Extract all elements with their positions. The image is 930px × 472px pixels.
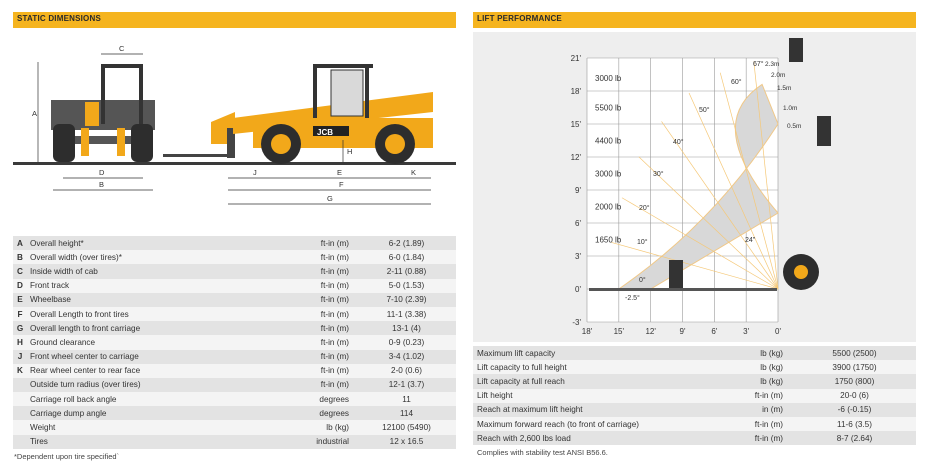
- cell-key: K: [13, 364, 27, 378]
- static-footnote: *Dependent upon tire specified`: [14, 452, 120, 461]
- table-row: [13, 307, 456, 321]
- lift-performance-table: [473, 346, 916, 445]
- y-tick-label: 9': [575, 186, 581, 195]
- table-row: [473, 431, 916, 445]
- front-view-machine: [51, 64, 155, 162]
- cell-label: Inside width of cab: [27, 264, 267, 278]
- cell-value: 114: [357, 406, 456, 420]
- y-tick-label: 6': [575, 219, 581, 228]
- cell-unit: ft-in (m): [713, 389, 793, 403]
- cell-value: 2-0 (0.6): [357, 364, 456, 378]
- angle-label: 20°: [639, 205, 650, 212]
- cell-label: Weight: [27, 420, 267, 434]
- load-label: 3000 lb: [595, 169, 622, 179]
- lift-footnote: Complies with stability test ANSI B56.6.: [477, 448, 608, 457]
- x-tick-label: 12': [645, 327, 656, 336]
- table-row: [13, 250, 456, 264]
- table-row: [473, 374, 916, 388]
- lift-performance-header: [473, 12, 916, 28]
- cell-unit: lb (kg): [713, 360, 793, 374]
- table-row: [473, 360, 916, 374]
- angle-label: -2.5°: [625, 295, 640, 302]
- table-row: [473, 346, 916, 360]
- y-tick-label: 3': [575, 252, 581, 261]
- load-label: 5500 lb: [595, 103, 622, 113]
- x-tick-label: 9': [679, 327, 686, 336]
- load-label: 2000 lb: [595, 202, 622, 212]
- extension-label: 1.5m: [777, 85, 792, 92]
- extension-label: 1.0m: [783, 105, 798, 112]
- cell-unit: ft-in (m): [267, 307, 357, 321]
- cell-label: Reach with 2,600 lbs load: [473, 431, 713, 445]
- cell-label: Reach at maximum lift height: [473, 403, 713, 417]
- cell-value: 12-1 (3.7): [357, 378, 456, 392]
- table-row: [13, 279, 456, 293]
- y-tick-label: 0': [575, 285, 581, 294]
- dim-label-d: D: [99, 168, 105, 177]
- cell-key: [13, 378, 27, 392]
- cell-label: Front track: [27, 279, 267, 293]
- cell-key: D: [13, 279, 27, 293]
- cell-label: Rear wheel center to rear face: [27, 364, 267, 378]
- y-tick-label: 15': [570, 120, 581, 129]
- cell-value: 12 x 16.5: [357, 435, 456, 449]
- svg-text:JCB: JCB: [317, 128, 334, 137]
- cell-key: F: [13, 307, 27, 321]
- cell-label: Carriage roll back angle: [27, 392, 267, 406]
- cell-value: 6-2 (1.89): [357, 236, 456, 250]
- table-row: [13, 435, 456, 449]
- cell-label: Overall height*: [27, 236, 267, 250]
- cell-key: A: [13, 236, 27, 250]
- y-tick-label: 12': [570, 153, 581, 162]
- cell-label: Maximum lift capacity: [473, 346, 713, 360]
- cell-value: 3900 (1750): [793, 360, 916, 374]
- cell-key: [13, 420, 27, 434]
- dim-label-b: B: [99, 180, 105, 189]
- cell-key: H: [13, 335, 27, 349]
- cell-label: Front wheel center to carriage: [27, 350, 267, 364]
- y-tick-label: 21': [570, 54, 581, 63]
- cell-label: Ground clearance: [27, 335, 267, 349]
- cell-value: 20-0 (6): [793, 389, 916, 403]
- static-dimensions-header: [13, 12, 456, 28]
- cell-key: [13, 392, 27, 406]
- cell-unit: in (m): [713, 403, 793, 417]
- table-row: [13, 350, 456, 364]
- machine-hub: [794, 265, 808, 279]
- x-tick-label: 18': [581, 327, 593, 336]
- side-view-machine: [163, 64, 433, 164]
- cell-value: 11: [357, 392, 456, 406]
- x-tick-label: 0': [775, 327, 781, 336]
- static-dimensions-title: STATIC DIMENSIONS: [17, 14, 101, 23]
- cell-key: B: [13, 250, 27, 264]
- cell-key: G: [13, 321, 27, 335]
- cell-value: 2-11 (0.88): [357, 264, 456, 278]
- cell-key: E: [13, 293, 27, 307]
- cell-value: 13-1 (4): [357, 321, 456, 335]
- extension-label: 2.0m: [771, 72, 786, 79]
- y-tick-label: -3': [572, 318, 581, 327]
- lift-performance-title: LIFT PERFORMANCE: [477, 14, 562, 23]
- carriage-top: [789, 38, 803, 62]
- dim-label-f: F: [339, 180, 344, 189]
- cell-value: 12100 (5490): [357, 420, 456, 434]
- y-tick-label: 18': [570, 87, 581, 96]
- table-row: [13, 406, 456, 420]
- extension-label: 2.3m: [765, 61, 780, 68]
- static-dimensions-diagram: [13, 32, 456, 232]
- x-tick-label: 15': [613, 327, 625, 336]
- cell-value: 0-9 (0.23): [357, 335, 456, 349]
- cell-value: 1750 (800): [793, 374, 916, 388]
- cell-unit: degrees: [267, 392, 357, 406]
- cell-unit: ft-in (m): [267, 293, 357, 307]
- cell-label: Lift capacity at full reach: [473, 374, 713, 388]
- dim-label-k: K: [411, 168, 417, 177]
- table-row: [13, 392, 456, 406]
- dim-label-j: J: [253, 168, 257, 177]
- table-row: [13, 364, 456, 378]
- cell-label: Outside turn radius (over tires): [27, 378, 267, 392]
- dim-label-h: H: [347, 147, 353, 156]
- cell-unit: ft-in (m): [267, 350, 357, 364]
- dim-label-g: G: [327, 194, 333, 203]
- cell-key: [13, 435, 27, 449]
- cell-unit: ft-in (m): [267, 335, 357, 349]
- angle-label: 60°: [731, 79, 742, 86]
- cell-key: [13, 406, 27, 420]
- x-tick-label: 3': [743, 327, 750, 336]
- angle-label: 67°: [753, 61, 764, 68]
- cell-unit: ft-in (m): [267, 378, 357, 392]
- boom-ground-line: [589, 288, 777, 291]
- cell-label: Carriage dump angle: [27, 406, 267, 420]
- cell-value: 6-0 (1.84): [357, 250, 456, 264]
- cell-label: Overall Length to front tires: [27, 307, 267, 321]
- angle-label: 40°: [673, 139, 684, 146]
- cell-value: -6 (-0.15): [793, 403, 916, 417]
- dim-label-c: C: [119, 44, 125, 53]
- cell-label: Wheelbase: [27, 293, 267, 307]
- cell-unit: lb (kg): [713, 346, 793, 360]
- table-row: [13, 264, 456, 278]
- load-label: 1650 lb: [595, 235, 622, 245]
- cell-unit: ft-in (m): [713, 431, 793, 445]
- dim-label-a: A: [32, 109, 38, 118]
- cell-unit: ft-in (m): [267, 364, 357, 378]
- table-row: [473, 389, 916, 403]
- extension-label: 0.5m: [787, 123, 802, 130]
- table-row: [13, 378, 456, 392]
- cell-label: Maximum forward reach (to front of carriage): [473, 417, 713, 431]
- cell-unit: lb (kg): [267, 420, 357, 434]
- cell-unit: ft-in (m): [713, 417, 793, 431]
- cell-label: Overall length to front carriage: [27, 321, 267, 335]
- cell-unit: industrial: [267, 435, 357, 449]
- table-row: [13, 321, 456, 335]
- cell-label: Overall width (over tires)*: [27, 250, 267, 264]
- cell-label: Tires: [27, 435, 267, 449]
- table-row: [13, 236, 456, 250]
- clearance-annotation: 24": [745, 237, 756, 244]
- carriage-ground: [669, 260, 683, 288]
- carriage-mid: [817, 116, 831, 146]
- cell-value: 11-1 (3.38): [357, 307, 456, 321]
- table-row: [473, 403, 916, 417]
- angle-label: 30°: [653, 171, 664, 178]
- cell-unit: ft-in (m): [267, 236, 357, 250]
- table-row: [13, 335, 456, 349]
- angle-label: 0°: [639, 277, 646, 284]
- cell-unit: ft-in (m): [267, 321, 357, 335]
- cell-unit: ft-in (m): [267, 250, 357, 264]
- cell-key: J: [13, 350, 27, 364]
- x-tick-label: 6': [711, 327, 718, 336]
- cell-unit: lb (kg): [713, 374, 793, 388]
- static-dimensions-table: [13, 236, 456, 449]
- dim-label-e: E: [337, 168, 343, 177]
- table-row: [473, 417, 916, 431]
- cell-value: 8-7 (2.64): [793, 431, 916, 445]
- lift-performance-chart: [473, 32, 916, 342]
- cell-unit: ft-in (m): [267, 279, 357, 293]
- cell-value: 5500 (2500): [793, 346, 916, 360]
- cell-label: Lift height: [473, 389, 713, 403]
- cell-label: Lift capacity to full height: [473, 360, 713, 374]
- table-row: [13, 293, 456, 307]
- cell-key: C: [13, 264, 27, 278]
- table-row: [13, 420, 456, 434]
- angle-label: 50°: [699, 107, 710, 114]
- angle-label: 10°: [637, 239, 648, 246]
- cell-unit: ft-in (m): [267, 264, 357, 278]
- load-label: 3000 lb: [595, 73, 622, 83]
- cell-value: 3-4 (1.02): [357, 350, 456, 364]
- cell-value: 11-6 (3.5): [793, 417, 916, 431]
- cell-value: 5-0 (1.53): [357, 279, 456, 293]
- cell-value: 7-10 (2.39): [357, 293, 456, 307]
- load-label: 4400 lb: [595, 136, 622, 146]
- cell-unit: degrees: [267, 406, 357, 420]
